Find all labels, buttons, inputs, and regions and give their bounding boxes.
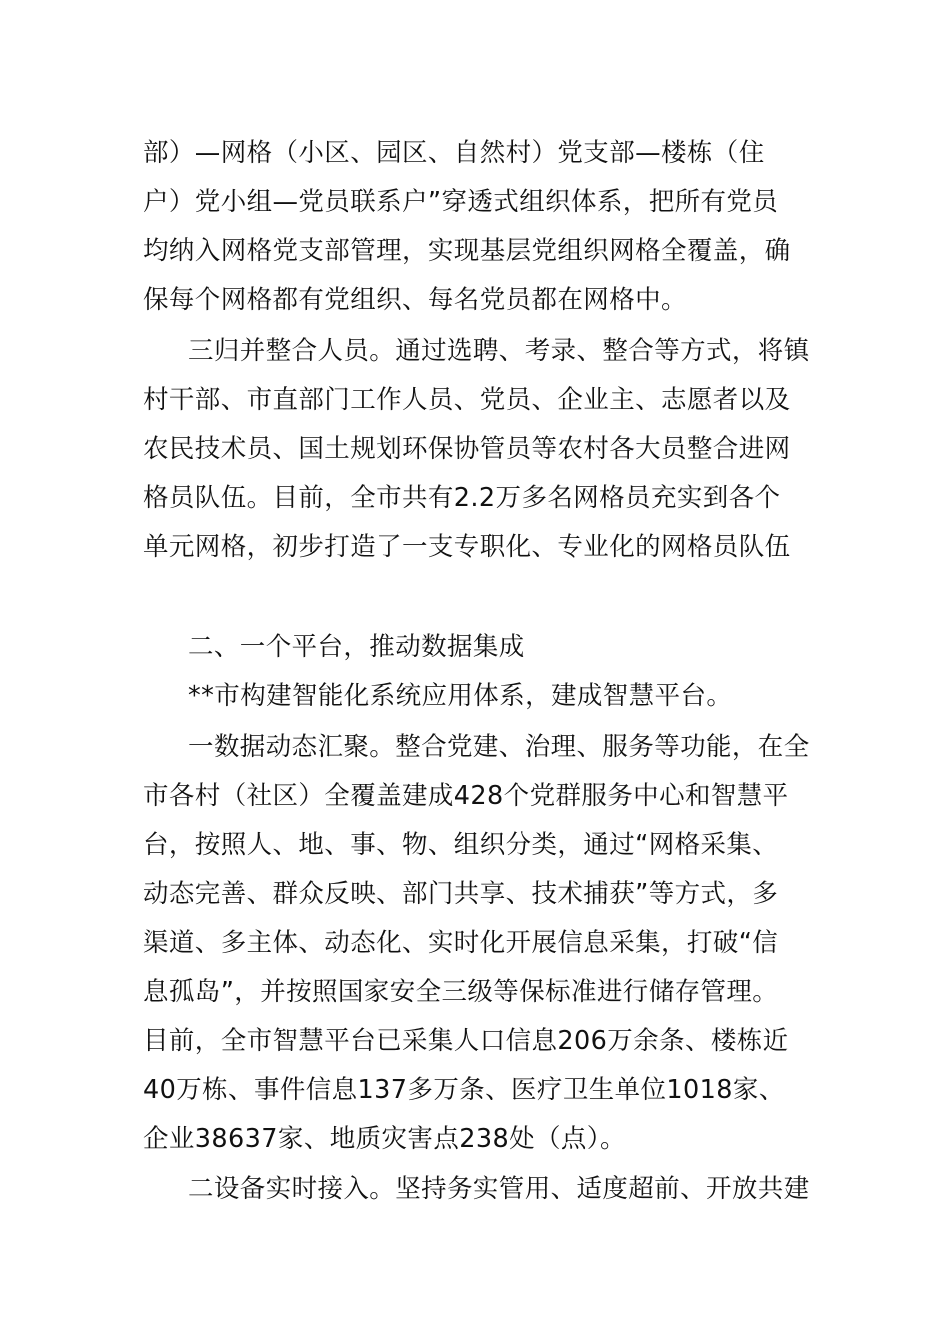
body-text-line: 动态完善、群众反映、部门共享、技术捕获”等方式，多 (143, 879, 779, 909)
body-text-line: 村干部、市直部门工作人员、党员、企业主、志愿者以及 (143, 385, 791, 415)
body-text-line: 40万栋、事件信息137多万条、医疗卫生单位1018家、 (143, 1075, 785, 1105)
body-text-line: 企业38637家、地质灾害点238处（点）。 (143, 1124, 626, 1154)
body-text-line: 格员队伍。目前，全市共有2.2万多名网格员充实到各个 (143, 483, 781, 513)
paragraph-first-line: **市构建智能化系统应用体系，建成智慧平台。 (188, 681, 733, 711)
paragraph-first-line: 二设备实时接入。坚持务实管用、适度超前、开放共建 (188, 1174, 810, 1204)
body-text-line: 渠道、多主体、动态化、实时化开展信息采集，打破“信 (143, 928, 779, 958)
body-text-line: 部）—网格（小区、园区、自然村）党支部—楼栋（住 (143, 138, 765, 168)
paragraph-first-line: 一数据动态汇聚。整合党建、治理、服务等功能，在全 (188, 732, 810, 762)
body-text-line: 均纳入网格党支部管理，实现基层党组织网格全覆盖，确 (143, 236, 791, 266)
body-text-line: 单元网格，初步打造了一支专职化、专业化的网格员队伍 (143, 532, 791, 562)
body-text-line: 息孤岛”，并按照国家安全三级等保标准进行储存管理。 (143, 977, 779, 1007)
paragraph-first-line: 三归并整合人员。通过选聘、考录、整合等方式，将镇 (188, 336, 810, 366)
body-text-line: 市各村（社区）全覆盖建成428个党群服务中心和智慧平 (143, 781, 789, 811)
body-text-line: 保每个网格都有党组织、每名党员都在网格中。 (143, 285, 687, 315)
body-text-line: 户）党小组—党员联系户”穿透式组织体系，把所有党员 (143, 187, 779, 217)
section-heading: 二、一个平台，推动数据集成 (188, 632, 525, 662)
body-text-line: 台，按照人、地、事、物、组织分类，通过“网格采集、 (143, 830, 779, 860)
body-text-line: 农民技术员、国土规划环保协管员等农村各大员整合进网 (143, 434, 791, 464)
body-text-line: 目前，全市智慧平台已采集人口信息206万余条、楼栋近 (143, 1026, 789, 1056)
